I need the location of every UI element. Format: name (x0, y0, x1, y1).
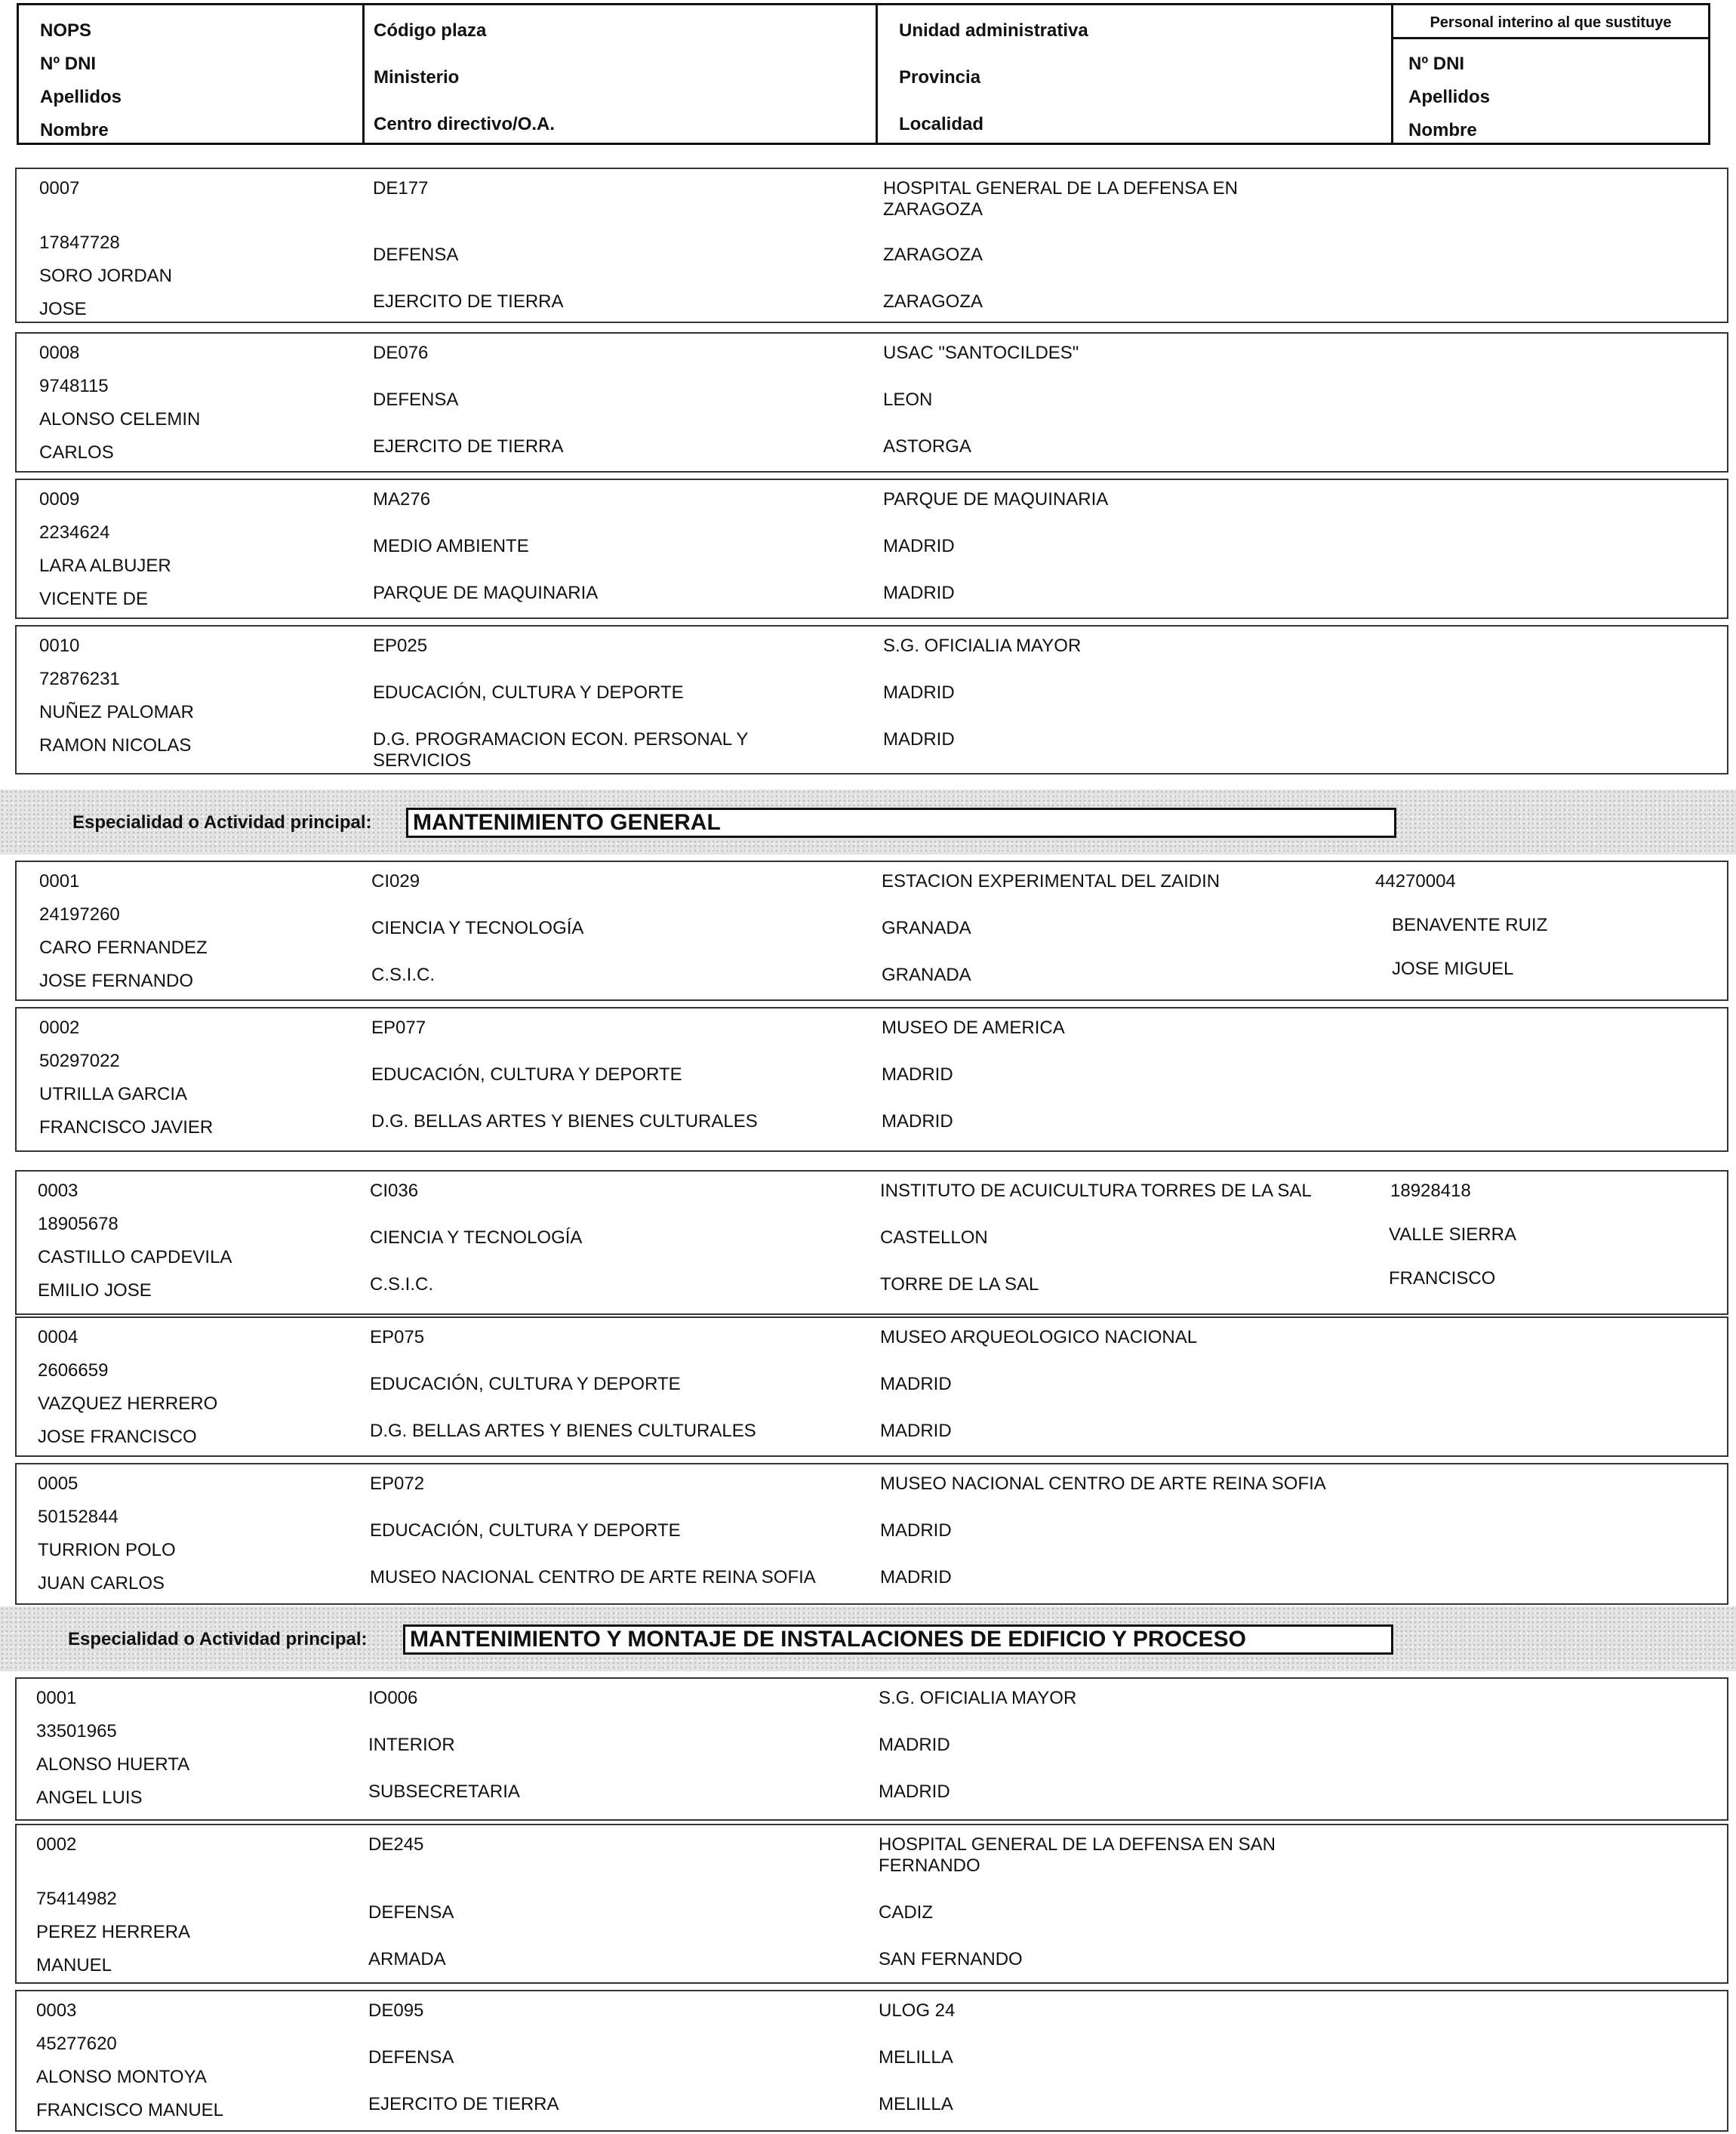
ministerio: DEFENSA (373, 390, 459, 410)
provincia: MADRID (880, 1520, 952, 1541)
nops: 0008 (39, 343, 80, 363)
codigo-plaza: DE095 (368, 2000, 424, 2021)
apellidos: CARO FERNANDEZ (39, 938, 208, 958)
dni: 72876231 (39, 669, 120, 689)
unidad-administrativa: HOSPITAL GENERAL DE LA DEFENSA EN SAN FERNANDO (879, 1834, 1276, 1876)
interino-apellidos: BENAVENTE RUIZ (1392, 915, 1548, 935)
header-unidad-administrativa: Unidad administrativa (899, 20, 1088, 41)
nops: 0001 (36, 1688, 77, 1708)
centro-directivo: SUBSECRETARIA (368, 1781, 520, 1802)
ministerio: EDUCACIÓN, CULTURA Y DEPORTE (370, 1374, 681, 1394)
ministerio: MEDIO AMBIENTE (373, 536, 529, 556)
provincia: MADRID (883, 682, 955, 703)
apellidos: PEREZ HERRERA (36, 1922, 191, 1942)
header-ministerio: Ministerio (374, 67, 460, 88)
localidad: ASTORGA (883, 436, 971, 457)
nops: 0009 (39, 489, 80, 510)
nombre: ANGEL LUIS (36, 1788, 143, 1808)
localidad: MADRID (880, 1421, 952, 1441)
provincia: CADIZ (879, 1902, 933, 1923)
dni: 2234624 (39, 522, 110, 543)
codigo-plaza: DE245 (368, 1834, 424, 1855)
provincia: CASTELLON (880, 1227, 988, 1248)
centro-directivo: C.S.I.C. (371, 965, 436, 985)
nombre: FRANCISCO JAVIER (39, 1117, 214, 1138)
dni: 45277620 (36, 2034, 117, 2054)
apellidos: SORO JORDAN (39, 266, 173, 286)
codigo-plaza: IO006 (368, 1688, 418, 1708)
apellidos: ALONSO MONTOYA (36, 2067, 207, 2087)
record-row (15, 168, 1728, 323)
localidad: MELILLA (879, 2094, 953, 2114)
provincia: MELILLA (879, 2047, 953, 2068)
nombre: CARLOS (39, 442, 114, 463)
centro-directivo: PARQUE DE MAQUINARIA (373, 583, 599, 603)
interino-dni: 18928418 (1390, 1181, 1471, 1201)
apellidos: ALONSO HUERTA (36, 1754, 190, 1775)
ministerio: EDUCACIÓN, CULTURA Y DEPORTE (373, 682, 684, 703)
record-row (15, 1007, 1728, 1152)
header-nombre: Nombre (40, 120, 109, 140)
ministerio: DEFENSA (368, 1902, 454, 1923)
centro-directivo: D.G. PROGRAMACION ECON. PERSONAL Y SERVICIOS (373, 729, 748, 771)
ministerio: DEFENSA (368, 2047, 454, 2068)
header-codigo-plaza: Código plaza (374, 20, 487, 41)
localidad: TORRE DE LA SAL (880, 1274, 1039, 1295)
codigo-plaza: EP025 (373, 636, 428, 656)
centro-directivo: EJERCITO DE TIERRA (373, 291, 564, 312)
nops: 0007 (39, 178, 80, 199)
record-row (15, 332, 1728, 473)
record-row (15, 1170, 1728, 1315)
nombre: MANUEL (36, 1955, 112, 1975)
section-title: MANTENIMIENTO Y MONTAJE DE INSTALACIONES DE EDIFICIO Y PROCESO (403, 1624, 1393, 1655)
interino-dni: 44270004 (1375, 871, 1456, 891)
provincia: MADRID (883, 536, 955, 556)
record-row (15, 1824, 1728, 1984)
record-row (15, 1990, 1728, 2132)
ministerio: EDUCACIÓN, CULTURA Y DEPORTE (371, 1064, 682, 1085)
centro-directivo: D.G. BELLAS ARTES Y BIENES CULTURALES (370, 1421, 756, 1441)
nombre: RAMON NICOLAS (39, 735, 192, 756)
unidad-administrativa: HOSPITAL GENERAL DE LA DEFENSA EN ZARAGOZA (883, 178, 1238, 220)
nops: 0005 (38, 1473, 78, 1494)
apellidos: CASTILLO CAPDEVILA (38, 1247, 232, 1267)
nombre: JUAN CARLOS (38, 1573, 165, 1594)
unidad-administrativa: MUSEO DE AMERICA (882, 1018, 1065, 1038)
codigo-plaza: EP072 (370, 1473, 425, 1494)
unidad-administrativa: S.G. OFICIALIA MAYOR (879, 1688, 1077, 1708)
codigo-plaza: MA276 (373, 489, 431, 510)
codigo-plaza: DE177 (373, 178, 429, 199)
ministerio: CIENCIA Y TECNOLOGÍA (371, 918, 584, 938)
provincia: LEON (883, 390, 933, 410)
provincia: MADRID (882, 1064, 953, 1085)
record-row (15, 1463, 1728, 1605)
localidad: GRANADA (882, 965, 971, 985)
nombre: JOSE FERNANDO (39, 971, 194, 991)
apellidos: LARA ALBUJER (39, 556, 171, 576)
localidad: MADRID (880, 1567, 952, 1587)
nops: 0003 (36, 2000, 77, 2021)
codigo-plaza: DE076 (373, 343, 429, 363)
apellidos: ALONSO CELEMIN (39, 409, 201, 430)
provincia: MADRID (879, 1735, 950, 1755)
header-localidad: Localidad (899, 114, 984, 134)
nombre: FRANCISCO MANUEL (36, 2100, 224, 2120)
nops: 0001 (39, 871, 80, 891)
header-col-interino (1391, 5, 1708, 143)
dni: 17847728 (39, 232, 120, 253)
ministerio: INTERIOR (368, 1735, 455, 1755)
centro-directivo: MUSEO NACIONAL CENTRO DE ARTE REINA SOFIA (370, 1567, 816, 1587)
dni: 18905678 (38, 1214, 119, 1234)
ministerio: DEFENSA (373, 245, 459, 265)
unidad-administrativa: S.G. OFICIALIA MAYOR (883, 636, 1082, 656)
interino-nombre: FRANCISCO (1389, 1268, 1496, 1289)
header-interino-nombre: Nombre (1408, 120, 1477, 140)
header-col-unidad (876, 5, 1393, 143)
centro-directivo: ARMADA (368, 1949, 446, 1969)
centro-directivo: EJERCITO DE TIERRA (368, 2094, 559, 2114)
localidad: SAN FERNANDO (879, 1949, 1023, 1969)
record-row (15, 1316, 1728, 1457)
nops: 0010 (39, 636, 80, 656)
nombre: EMILIO JOSE (38, 1280, 152, 1301)
column-header (17, 3, 1710, 145)
record-row (15, 625, 1728, 774)
nombre: JOSE FRANCISCO (38, 1427, 197, 1447)
dni: 2606659 (38, 1360, 109, 1381)
record-row (15, 1677, 1728, 1821)
dni: 50152844 (38, 1507, 119, 1527)
centro-directivo: EJERCITO DE TIERRA (373, 436, 564, 457)
unidad-administrativa: USAC "SANTOCILDES" (883, 343, 1079, 363)
header-nops: NOPS (40, 20, 92, 41)
codigo-plaza: EP075 (370, 1327, 425, 1347)
section-band (0, 790, 1736, 855)
localidad: MADRID (883, 583, 955, 603)
nops: 0002 (36, 1834, 77, 1855)
apellidos: TURRION POLO (38, 1540, 176, 1560)
ministerio: CIENCIA Y TECNOLOGÍA (370, 1227, 583, 1248)
dni: 50297022 (39, 1051, 120, 1071)
localidad: ZARAGOZA (883, 291, 983, 312)
header-col-person (19, 5, 362, 143)
interino-nombre: JOSE MIGUEL (1392, 959, 1514, 979)
unidad-administrativa: ULOG 24 (879, 2000, 956, 2021)
header-col-plaza (362, 5, 878, 143)
unidad-administrativa: ESTACION EXPERIMENTAL DEL ZAIDIN (882, 871, 1220, 891)
apellidos: UTRILLA GARCIA (39, 1084, 188, 1104)
interino-apellidos: VALLE SIERRA (1389, 1224, 1516, 1245)
codigo-plaza: CI036 (370, 1181, 419, 1201)
header-centro-directivo: Centro directivo/O.A. (374, 114, 556, 134)
provincia: GRANADA (882, 918, 971, 938)
provincia: MADRID (880, 1374, 952, 1394)
unidad-administrativa: PARQUE DE MAQUINARIA (883, 489, 1109, 510)
nops: 0004 (38, 1327, 78, 1347)
header-provincia: Provincia (899, 67, 981, 88)
header-interino-dni: Nº DNI (1408, 54, 1465, 74)
unidad-administrativa: MUSEO NACIONAL CENTRO DE ARTE REINA SOFIA (880, 1473, 1326, 1494)
dni: 33501965 (36, 1721, 117, 1741)
section-title: MANTENIMIENTO GENERAL (406, 808, 1396, 838)
nops: 0002 (39, 1018, 80, 1038)
localidad: MADRID (882, 1111, 953, 1132)
section-label: Especialidad o Actividad principal: (72, 812, 372, 833)
record-row (15, 479, 1728, 619)
dni: 75414982 (36, 1889, 117, 1909)
dni: 9748115 (39, 376, 109, 396)
codigo-plaza: EP077 (371, 1018, 426, 1038)
provincia: ZARAGOZA (883, 245, 983, 265)
localidad: MADRID (879, 1781, 950, 1802)
localidad: MADRID (883, 729, 955, 750)
codigo-plaza: CI029 (371, 871, 420, 891)
nombre: JOSE (39, 299, 87, 319)
header-interino-apellidos: Apellidos (1408, 87, 1491, 107)
apellidos: VAZQUEZ HERRERO (38, 1393, 218, 1414)
dni: 24197260 (39, 904, 120, 925)
centro-directivo: D.G. BELLAS ARTES Y BIENES CULTURALES (371, 1111, 758, 1132)
section-band (0, 1606, 1736, 1671)
centro-directivo: C.S.I.C. (370, 1274, 434, 1295)
ministerio: EDUCACIÓN, CULTURA Y DEPORTE (370, 1520, 681, 1541)
header-dni: Nº DNI (40, 54, 97, 74)
nombre: VICENTE DE (39, 589, 149, 609)
unidad-administrativa: MUSEO ARQUEOLOGICO NACIONAL (880, 1327, 1198, 1347)
apellidos: NUÑEZ PALOMAR (39, 702, 194, 722)
record-row (15, 861, 1728, 1001)
section-label: Especialidad o Actividad principal: (68, 1629, 368, 1649)
header-apellidos: Apellidos (40, 87, 122, 107)
header-interino-title: Personal interino al que sustituye (1393, 5, 1708, 39)
unidad-administrativa: INSTITUTO DE ACUICULTURA TORRES DE LA SAL (880, 1181, 1312, 1201)
nops: 0003 (38, 1181, 78, 1201)
